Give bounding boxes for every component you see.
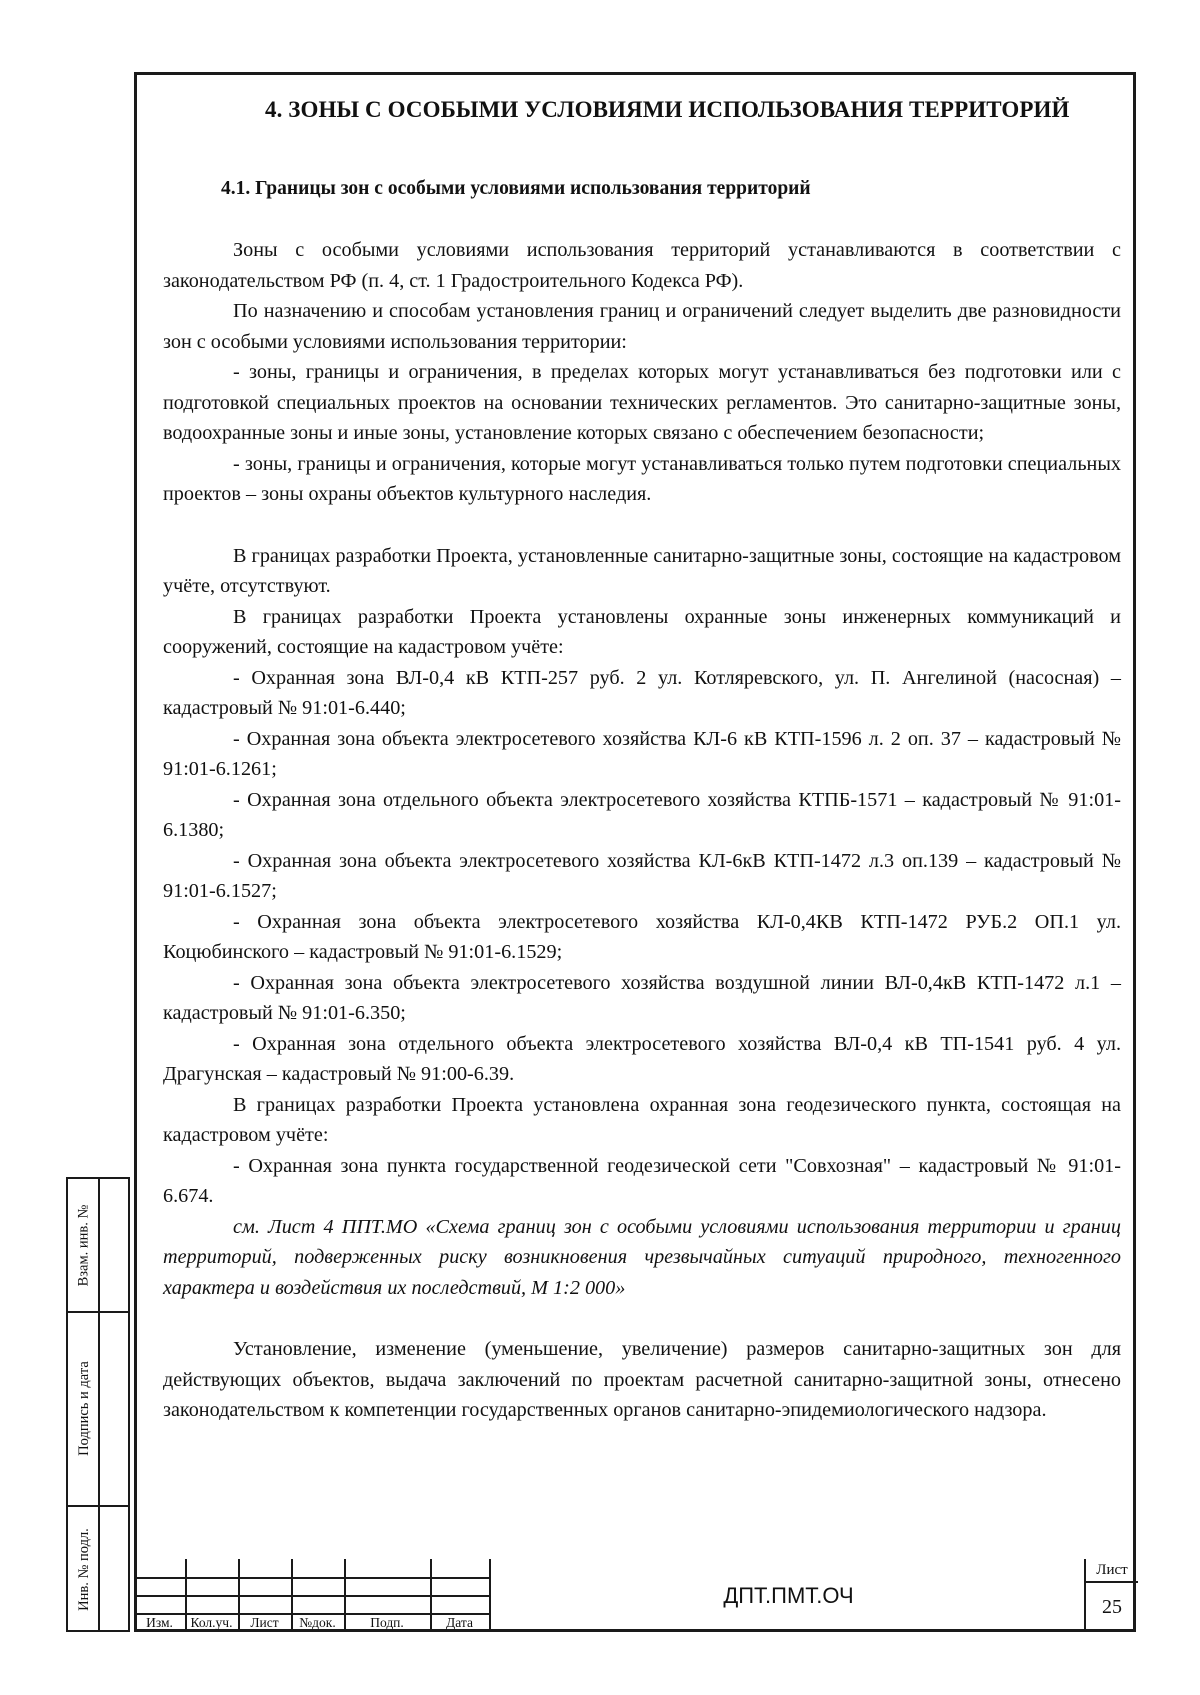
revision-grid bbox=[134, 1559, 489, 1632]
paragraph: По назначению и способам установления границ и ограничений следует выделить две разновидности зон с особыми условиями использования территории: bbox=[163, 300, 1121, 353]
col-podp: Подп. bbox=[370, 1615, 404, 1630]
sheet-label: Лист bbox=[1086, 1559, 1138, 1583]
sidebar-field-replace-inv: Взам. инв. № bbox=[75, 1204, 92, 1286]
list-item: - зоны, границы и ограничения, которые могут устанавливаться только путем подготовки специальных проектов – зоны охраны объектов культурного наследия. bbox=[163, 452, 1121, 505]
col-ndok: №док. bbox=[299, 1615, 336, 1630]
col-izm: Изм. bbox=[146, 1615, 173, 1630]
sheet-box bbox=[1084, 1559, 1138, 1632]
list-item: - Охранная зона объекта электросетевого хозяйства КЛ-6кВ КТП-1472 л.3 оп.139 – кадастровый № 91:01-6.1527; bbox=[163, 849, 1121, 902]
subsection-title: 4.1. Границы зон с особыми условиями использования территорий bbox=[221, 178, 811, 199]
list-item: - Охранная зона объекта электросетевого хозяйства воздушной линии ВЛ-0,4кВ КТП-1472 л.1 – кадастровый № 91:01-6.350; bbox=[163, 971, 1121, 1024]
list-item: - Охранная зона ВЛ-0,4 кВ КТП-257 руб. 2 ул. Котляревского, ул. П. Ангелиной (насосная) – кадастровый № 91:01-6.440; bbox=[163, 666, 1121, 719]
page-content bbox=[163, 97, 1121, 1426]
document-code: ДПТ.ПМТ.ОЧ bbox=[489, 1559, 1086, 1632]
sidebar-field-signature-date: Подпись и дата bbox=[75, 1360, 92, 1456]
list-item: - Охранная зона пункта государственной геодезической сети "Совхозная" – кадастровый № 91:01-6.674. bbox=[163, 1154, 1121, 1207]
paragraph: В границах разработки Проекта установлена охранная зона геодезического пункта, состоящая на кадастровом учёте: bbox=[163, 1093, 1121, 1146]
list-item: - Охранная зона отдельного объекта электросетевого хозяйства КТПБ-1571 – кадастровый № 91:01-6.1380; bbox=[163, 788, 1121, 841]
col-list: Лист bbox=[250, 1615, 279, 1630]
list-item: - Охранная зона объекта электросетевого хозяйства КЛ-6 кВ КТП-1596 л. 2 оп. 37 – кадастровый № 91:01-6.1261; bbox=[163, 727, 1121, 780]
paragraph: В границах разработки Проекта, установленные санитарно-защитные зоны, состоящие на кадастровом учёте, отсутствуют. bbox=[163, 544, 1121, 597]
title-block bbox=[134, 1559, 1136, 1632]
list-item: - зоны, границы и ограничения, в пределах которых могут устанавливаться без подготовки или с подготовкой специальных проектов на основании технических регламентов. Это санитарно-защитные зоны, водоохранные зоны и иные зоны, установление которых связано с обеспечением безопасности; bbox=[163, 361, 1121, 444]
col-koluch: Кол.уч. bbox=[190, 1615, 233, 1630]
list-item: - Охранная зона отдельного объекта электросетевого хозяйства ВЛ-0,4 кВ ТП-1541 руб. 4 ул. Драгунская – кадастровый № 91:00-6.39. bbox=[163, 1032, 1121, 1085]
document-body bbox=[163, 235, 1121, 1426]
list-item: - Охранная зона объекта электросетевого хозяйства КЛ-0,4КВ КТП-1472 РУБ.2 ОП.1 ул. Коцюбинского – кадастровый № 91:01-6.1529; bbox=[163, 910, 1121, 963]
sheet-number: 25 bbox=[1102, 1596, 1122, 1618]
paragraph: В границах разработки Проекта установлены охранные зоны инженерных коммуникаций и сооружений, состоящие на кадастровом учёте: bbox=[163, 605, 1121, 658]
section-title: 4. ЗОНЫ С ОСОБЫМИ УСЛОВИЯМИ ИСПОЛЬЗОВАНИЯ ТЕРРИТОРИЙ bbox=[265, 97, 1070, 122]
col-data: Дата bbox=[446, 1615, 473, 1630]
map-reference: см. Лист 4 ППТ.МО «Схема границ зон с особыми условиями использования территории и границ территорий, подверженных риску возникновения чрезвычайных ситуаций природного, техногенного характера и воздействия их последствий, М 1:2 000» bbox=[163, 1215, 1121, 1299]
paragraph: Установление, изменение (уменьшение, увеличение) размеров санитарно-защитных зон для действующих объектов, выдача заключений по проектам расчетной санитарно-защитной зоны, отнесено законодательством к компетенции государственных органов санитарно-эпидемиологического надзора. bbox=[163, 1338, 1121, 1421]
paragraph: Зоны с особыми условиями использования территорий устанавливаются в соответствии с законодательством РФ (п. 4, ст. 1 Градостроительного Кодекса РФ). bbox=[163, 239, 1121, 292]
sidebar-stamp bbox=[66, 1177, 130, 1632]
sidebar-field-original-inv: Инв. № подл. bbox=[75, 1528, 92, 1611]
